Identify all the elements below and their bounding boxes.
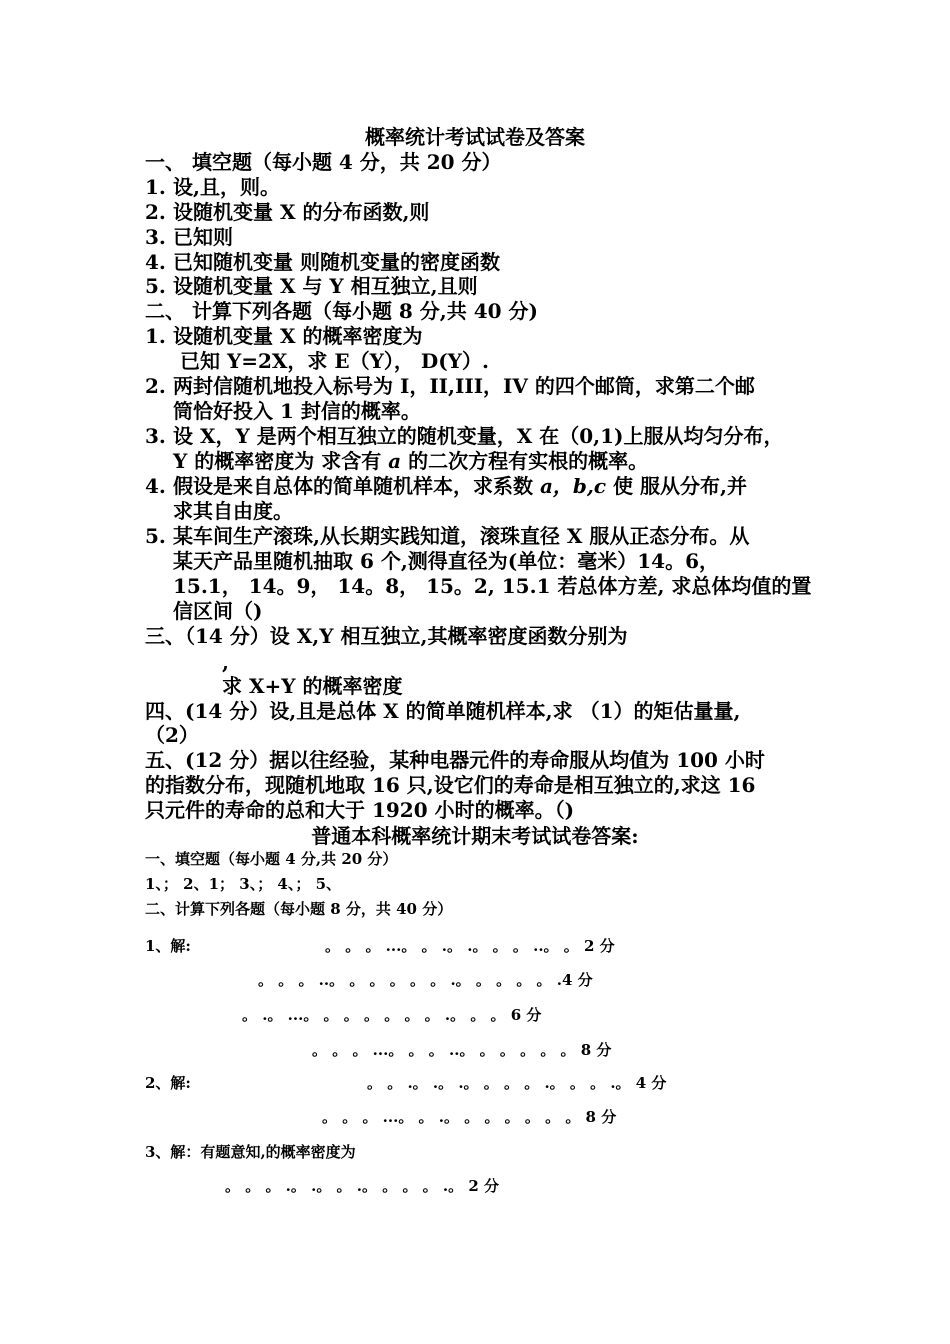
calc-q1-line2: 已知 Y=2X，求 E（Y）， D(Y）. (180, 349, 489, 373)
section3-line1: 三、（14 分）设 X,Y 相互独立,其概率密度函数分别为 (145, 624, 628, 648)
section3-line3: 求 X+Y 的概率密度 (222, 674, 403, 698)
item-number: 4. (145, 250, 166, 274)
item-text: 某车间生产滚珠,从长期实践知道，滚珠直径 X 服从正态分布。从 (173, 524, 750, 548)
fill-item-5 (145, 274, 478, 298)
answer-q1-step-4: 。 。 。 ...。 。 。 ..。 。 。 。 。 。 8 分 (312, 1041, 612, 1059)
item-number: 2. (145, 200, 166, 224)
item-number: 5. (145, 524, 166, 548)
item-number: 3. (145, 424, 166, 448)
variable-a: a (388, 449, 402, 473)
item-number: 4. (145, 474, 166, 498)
answer-q1-step-3: 。 .。 ...。 。 。 。 。 。 。 .。 。 。 6 分 (242, 1006, 542, 1024)
item-number: 1. (145, 175, 166, 199)
answer-q2-step-1: 。 。 .。 .。 .。 。 。 。 .。 。 。 .。 4 分 (367, 1074, 667, 1092)
answer-q3-step-1: 。 。 。 .。 .。 。 .。 。 。 。 .。 2 分 (225, 1177, 499, 1195)
answers-s1-heading: 一、填空题（每小题 4 分,共 20 分） (145, 850, 398, 868)
calc-q4-line2: 求其自由度。 (173, 499, 293, 523)
calc-q5-line2: 某天产品里随机抽取 6 个,测得直径为(单位：毫米）14。6， (173, 549, 720, 573)
item-text: 设,且，则。 (173, 175, 280, 199)
calc-q2-line2: 筒恰好投入 1 封信的概率。 (173, 399, 421, 423)
item-number: 5. (145, 274, 166, 298)
page-title: 概率统计考试试卷及答案 (365, 125, 585, 149)
calc-q5-line1 (145, 524, 749, 548)
calc-q1-line1 (145, 324, 422, 348)
section2-heading: 二、 计算下列各题（每小题 8 分,共 40 分) (145, 299, 538, 323)
calc-q4-line1 (145, 474, 747, 498)
item-text: 设 X，Y 是两个相互独立的随机变量，X 在（0,1)上服从均匀分布， (173, 424, 784, 448)
answers-s1-items: 1、； 2、1； 3、； 4、； 5、 (145, 875, 342, 893)
calc-q3-line1 (145, 424, 783, 448)
section5-line3: 只元件的寿命的总和大于 1920 小时的概率。（) (145, 798, 575, 822)
section3-line2: , (222, 650, 229, 674)
fill-item-3 (145, 225, 233, 249)
item-text: 设随机变量 X 与 Y 相互独立,且则 (173, 274, 478, 298)
calc-q5-line3: 15.1， 14。9， 14。8， 15。2, 15.1 若总体方差, 求总体均值的置 (173, 574, 812, 598)
section5-line2: 的指数分布，现随机地取 16 只,设它们的寿命是相互独立的,求这 16 (145, 773, 756, 797)
item-text: 设随机变量 X 的概率密度为 (173, 324, 423, 348)
item-text: 两封信随机地投入标号为 I，II,III，IV 的四个邮筒，求第二个邮 (173, 374, 755, 398)
answers-title: 普通本科概率统计期末考试试卷答案: (311, 824, 639, 848)
answer-q1-step-1: 。 。 。 ...。 。 .。 .。 。 。 ..。 。 2 分 (325, 937, 615, 955)
fill-item-2 (145, 200, 429, 224)
item-text: 假设是来自总体的简单随机样本，求系数 (173, 474, 540, 498)
calc-q2-line1 (145, 374, 755, 398)
answer-q2-step-2: 。 。 。 ...。 。 .。 。 。 。 。 。 。 8 分 (322, 1108, 617, 1126)
item-text: 使 服从分布,并 (606, 474, 747, 498)
item-text: 设随机变量 X 的分布函数,则 (173, 200, 430, 224)
answer-q1-label: 1、解: (145, 937, 191, 955)
answer-q3-label: 3、解：有题意知,的概率密度为 (145, 1143, 356, 1161)
calc-q3-line2 (173, 449, 648, 473)
item-text: 的二次方程有实根的概率。 (401, 449, 649, 473)
item-number: 1. (145, 324, 166, 348)
item-number: 3. (145, 225, 166, 249)
answers-s2-heading: 二、计算下列各题（每小题 8 分，共 40 分） (145, 900, 453, 918)
calc-q5-line4: 信区间（) (173, 599, 263, 623)
section1-heading: 一、 填空题（每小题 4 分，共 20 分） (145, 150, 502, 174)
answer-q2-label: 2、解: (145, 1074, 191, 1092)
fill-item-4 (145, 250, 500, 274)
section4-line1: 四、(14 分）设,且是总体 X 的简单随机样本,求 （1）的矩估量量, (145, 699, 741, 723)
item-text: Y 的概率密度为 求含有 (173, 449, 389, 473)
fill-item-1 (145, 175, 280, 199)
item-text: 已知随机变量 则随机变量的密度函数 (173, 250, 500, 274)
item-text: 已知则 (173, 225, 233, 249)
answer-q1-step-2: 。 。 。 ..。 。 。 。 。 。 .。 。 。 。 。 .4 分 (258, 971, 593, 989)
section5-line1: 五、(12 分）据以往经验，某种电器元件的寿命服从均值为 100 小时 (145, 748, 765, 772)
section4-line2: （2） (145, 723, 199, 747)
item-number: 2. (145, 374, 166, 398)
variables-abc: a，b,c (539, 474, 607, 498)
